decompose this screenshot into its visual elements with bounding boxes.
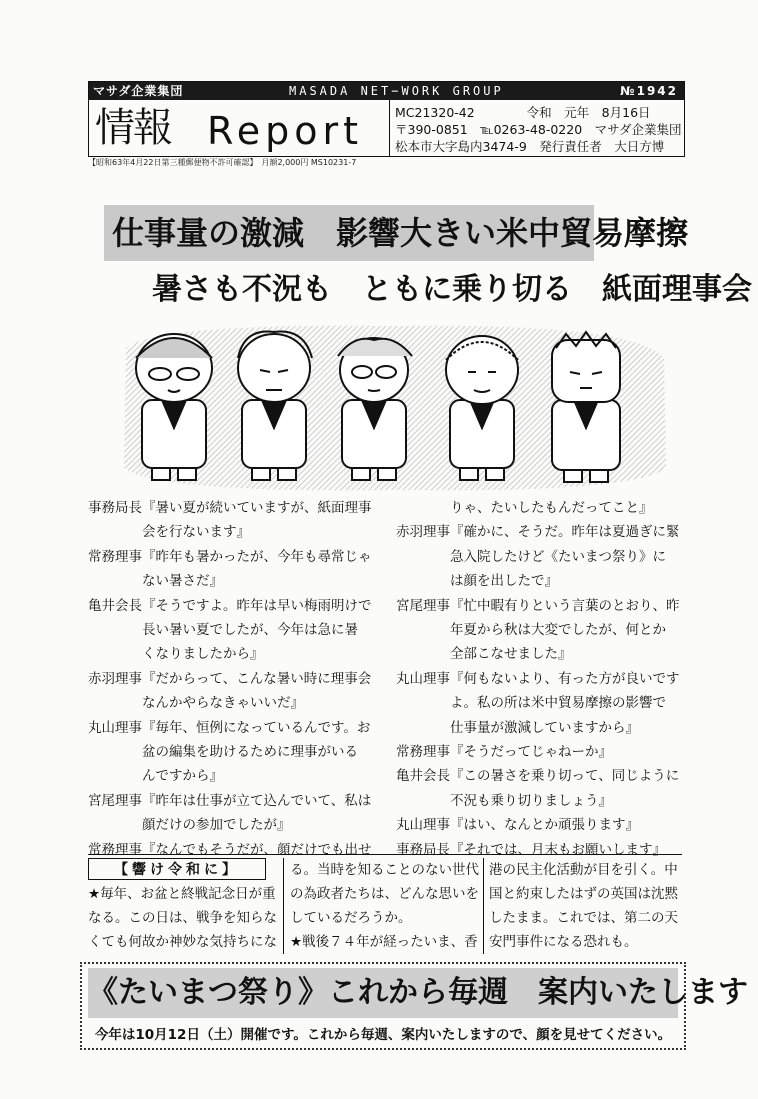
column-text: なる。この日は、戦争を知らな [88,910,277,926]
dialogue-line: 会を行ないます』 [88,524,250,541]
dialogue-line: 常務理事『昨年も暑かったが、今年も尋常じゃ [88,548,372,565]
dialogue-line: 不況も乗り切りましょう』 [396,792,612,809]
dialogue-line: 盆の編集を助けるために理事がいる [88,744,358,761]
masthead-line1 [395,104,651,121]
masthead-topbar [89,82,684,100]
dialogue-line: んですから』 [88,768,223,785]
column-divider [283,858,284,954]
column-divider [483,858,484,954]
dialogue-line: 丸山理事『何もないより、有った方が良いです [396,670,680,687]
dialogue-line: 顔だけの参加でしたが』 [88,817,291,834]
figure-2 [238,332,312,480]
dialogue-line: 常務理事『なんでもそうだが、顔だけでも出せ [88,841,372,858]
masthead-subline: 【昭和63年4月22日第三種郵便物不許可確認】 月額2,000円 MS10231-7 [88,158,357,167]
figure-1 [136,334,212,480]
dialogue-line: 全部こなせました』 [396,646,572,663]
column-text: の為政者たちは、どんな思いを [290,886,479,902]
masthead [88,81,685,157]
dialogue-line: 仕事量が激減していますから』 [396,719,639,736]
dialogue-line: 事務局長『暑い夏が続いていますが、紙面理事 [88,500,372,516]
column-text: る。当時を知ることのない世代 [290,862,479,878]
dialogue-line: 赤羽理事『確かに、そうだ。昨年は夏過ぎに緊 [396,524,680,541]
dialogue-line: 事務局長『それでは、月末もお願いします』 [396,841,666,858]
masthead-divider [389,100,390,156]
dialogue-line: ない暑さだ』 [88,573,223,590]
column-text: くても何故か神妙な気持ちにな [88,934,277,950]
dialogue-line: 年夏から秋は大変でしたが、何とか [396,622,666,639]
issue-number: №1942 [620,84,678,98]
dialogue-line: よ。私の所は米中貿易摩擦の影響で [396,695,666,712]
dialogue-line: 急入院したけど《たいまつ祭り》に [396,548,666,565]
figure-3 [338,338,412,480]
dialogue-line: 赤羽理事『だからって、こんな暑い時に理事会 [88,670,372,687]
dialogue-line: 長い暑い夏でしたが、今年は急に暑 [88,622,358,639]
dialogue-line: 丸山理事『毎年、恒例になっているんです。お [88,719,371,736]
dialogue-line: 丸山理事『はい、なんとか頑張ります』 [396,817,639,834]
dialogue-line: なんかやらなきゃいいだ』 [88,695,304,712]
publication-date: 令和 元年 8月16日 [526,105,651,120]
masthead-line2: 〒390-0851 ℡0263-48-0220 マサダ企業集団 [395,122,682,137]
dialogue-line: 亀井会長『そうですよ。昨年は早い梅雨明けで [88,597,372,614]
dialogue-right [396,496,680,862]
dialogue-line: 亀井会長『この暑さを乗り切って、同じように [396,768,680,785]
column-text: 国と約束したはずの英国は沈黙 [489,886,678,902]
main-headline: 仕事量の激減 影響大きい米中貿易摩擦 [104,205,594,261]
column-text: しているだろうか。 [290,910,412,926]
figure-5 [552,332,620,482]
column-text: 安門事件になる恐れも。 [489,934,638,950]
festival-notice: 今年は10月12日（土）開催です。これから毎週、案内いたしますので、顔を見せてください。 [94,1027,672,1043]
figure-4 [446,336,518,480]
logo-kanji: 情報 [95,105,171,151]
column-text: したまま。これでは、第二の天 [489,910,678,926]
dialogue-line: くなりましたから』 [88,646,264,663]
column-text: ★戦後７４年が経ったいま、香 [290,934,478,950]
dialogue-line: 常務理事『そうだってじゃねーか』 [396,744,612,761]
dialogue-line: りゃ、たいしたもんだってこと』 [396,500,653,516]
sub-headline: 暑さも不況も ともに乗り切る 紙面理事会 [152,272,752,307]
column-text: ★毎年、お盆と終戦記念日が重 [88,886,276,902]
dialogue-line: 宮尾理事『昨年は仕事が立て込んでいて、私は [88,792,372,809]
board-members-illustration [116,318,670,496]
logo-report: Report [207,109,363,153]
publication-code: MC21320-42 [395,105,475,120]
column-title: 【響け令和に】 [88,858,266,880]
festival-headline: 《たいまつ祭り》これから毎週 案内いたします [88,968,678,1018]
group-name: マサダ企業集団 [93,84,184,98]
dialogue-line: 宮尾理事『忙中暇有りという言葉のとおり、昨 [396,597,680,614]
column-text: 港の民主化活動が目を引く。中 [489,862,678,878]
network-name: MASADA NET−WORK GROUP [289,84,504,98]
masthead-line3: 松本市大字島内3474-9 発行責任者 大日方博 [395,139,665,154]
dialogue-line: は顔を出したで』 [396,573,558,590]
dialogue-left [88,496,372,862]
